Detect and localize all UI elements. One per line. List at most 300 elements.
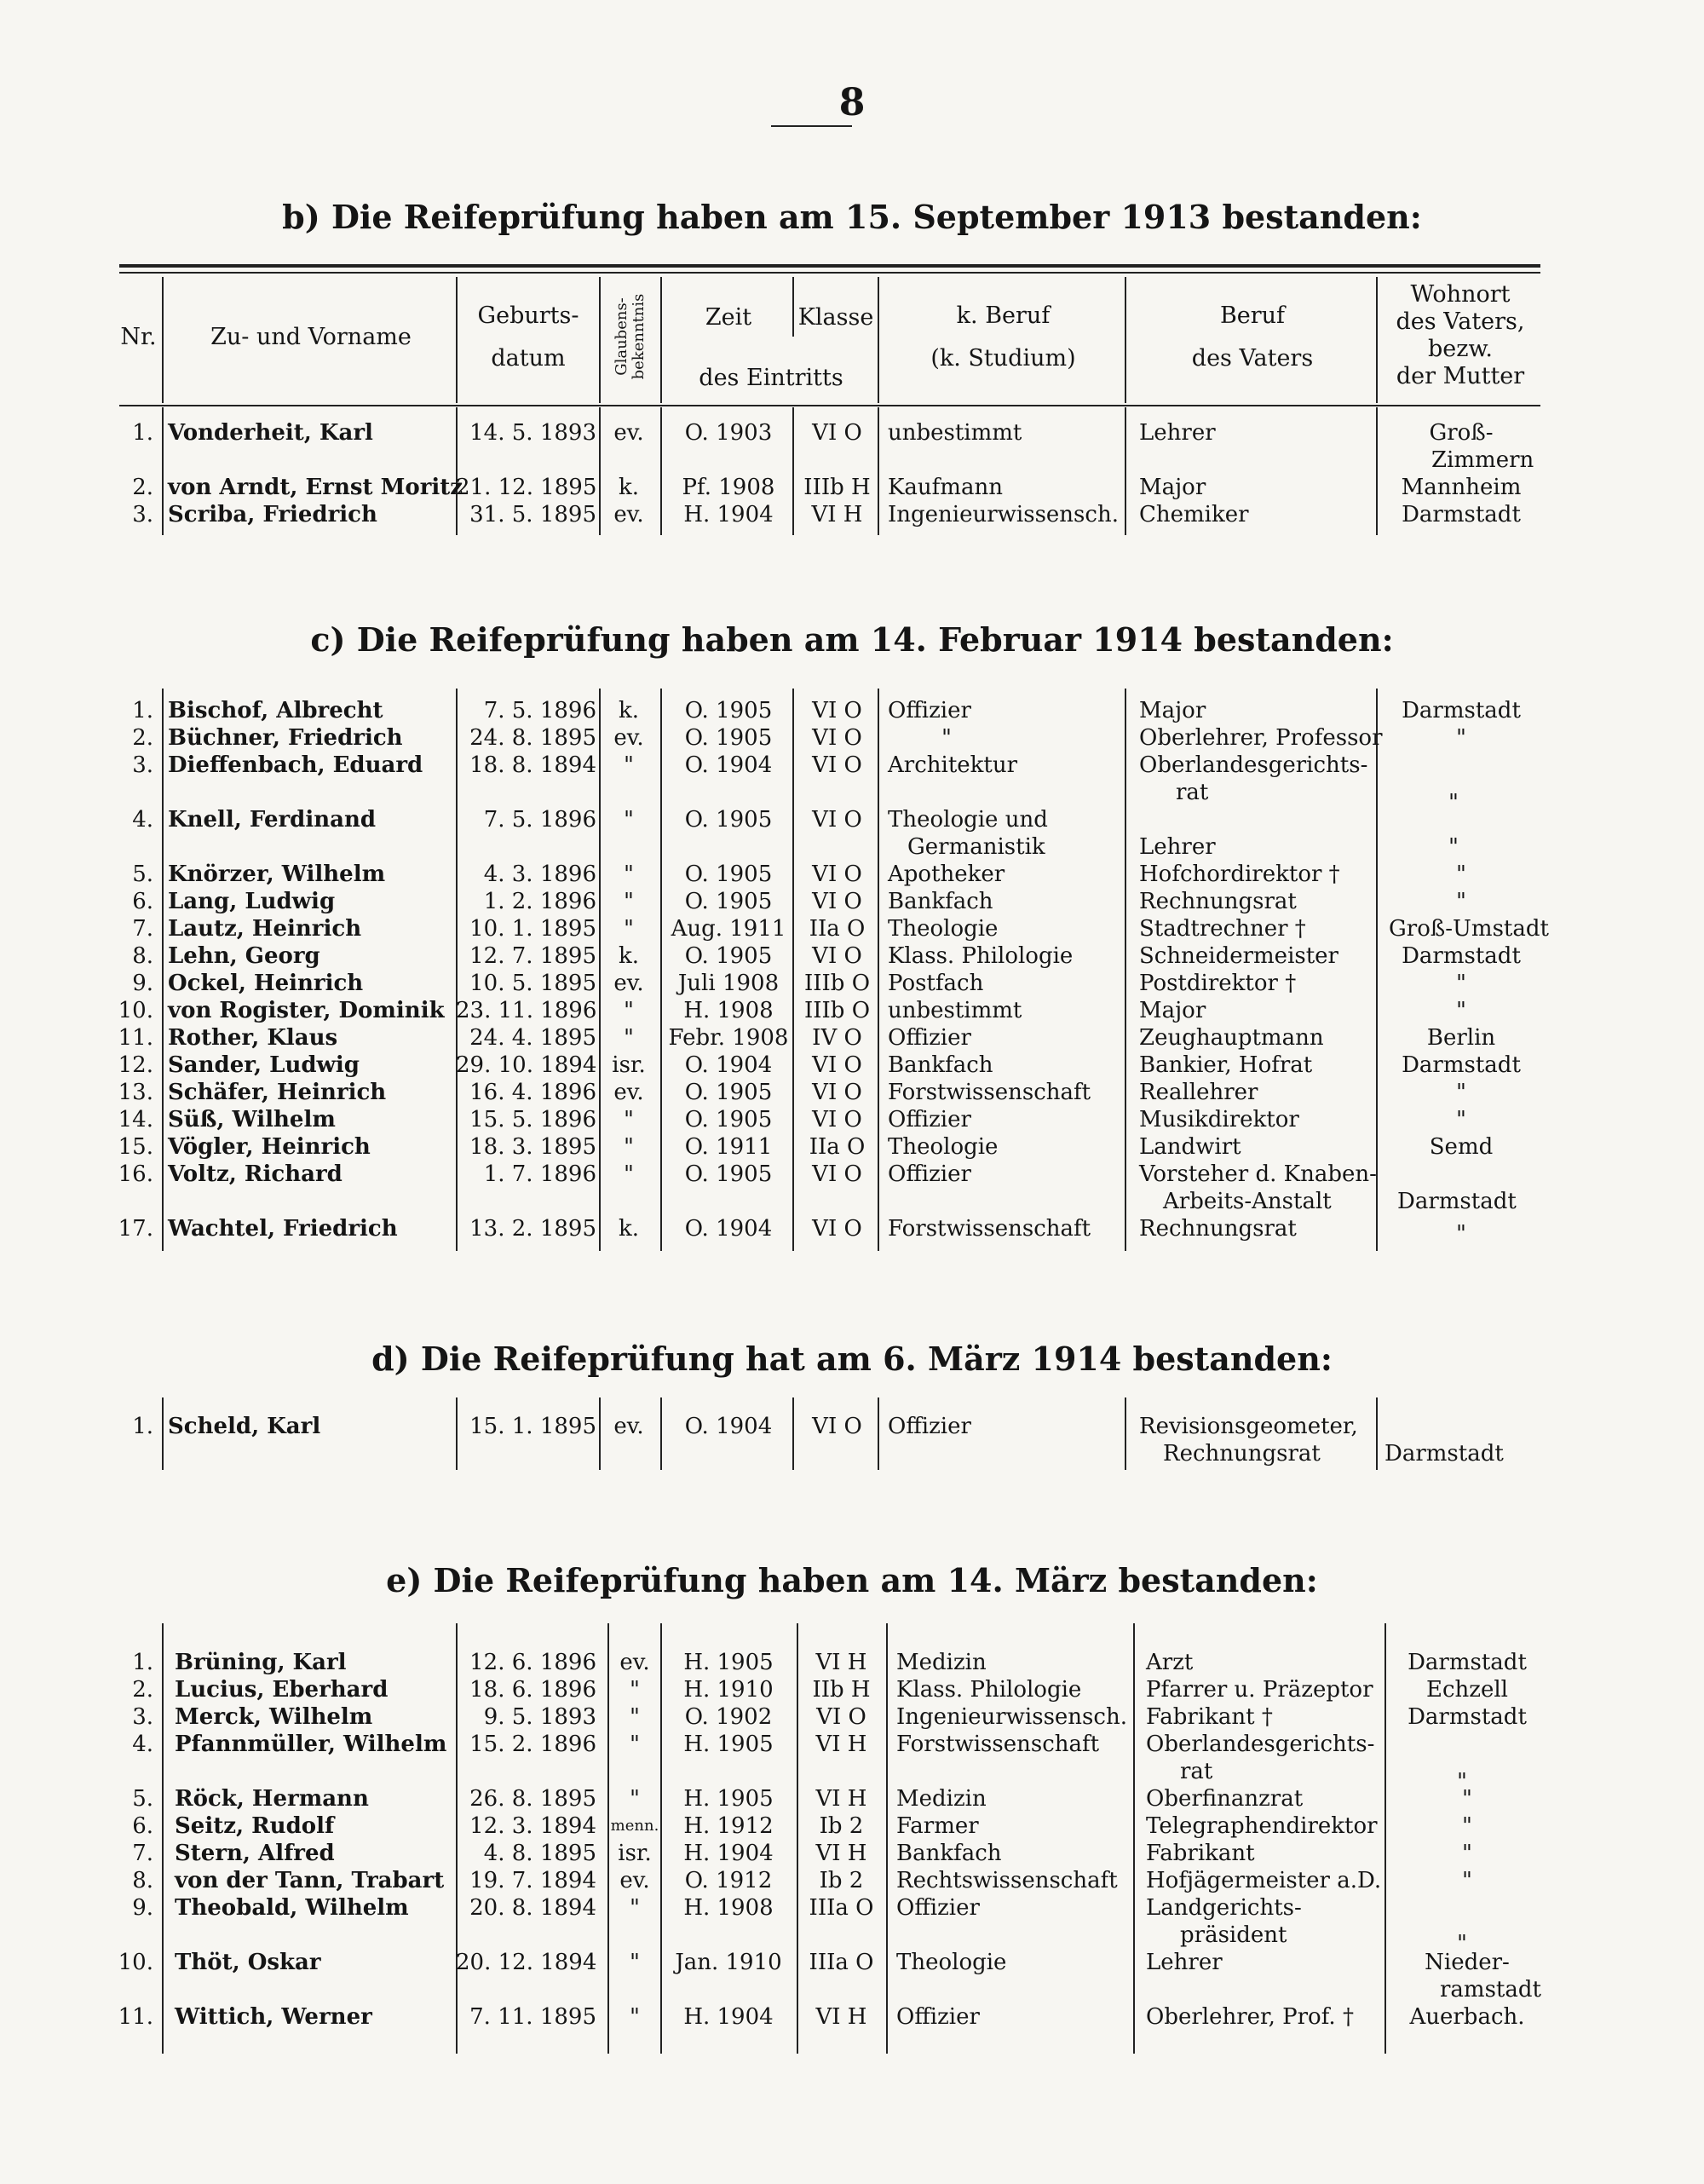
header-entry-of: des Eintritts (699, 365, 843, 391)
section-d-heading: d) Die Reifeprüfung hat am 6. März 1914 bestanden: (371, 1340, 1333, 1378)
father-profession: Rechnungsrat (1139, 1216, 1297, 1242)
student-name: Scheld, Karl (168, 1414, 321, 1439)
entry-class: Ib 2 (819, 1868, 864, 1893)
header-col-sep (878, 277, 879, 403)
entry-time: O. 1904 (684, 1216, 773, 1242)
entry-time: O. 1905 (684, 889, 773, 914)
header-top-rule-thin (119, 272, 1540, 274)
residence: " (1462, 1841, 1472, 1866)
religion: " (624, 889, 634, 914)
table-row (0, 970, 1704, 997)
student-name: Voltz, Richard (168, 1161, 343, 1187)
future-profession: Forstwissenschaft (888, 1216, 1091, 1242)
entry-class: VI H (815, 1650, 867, 1675)
religion: ev. (613, 1414, 644, 1439)
residence: " (1457, 1931, 1467, 1956)
father-profession: Oberlandesgerichts- (1146, 1732, 1375, 1757)
entry-class: Ib 2 (819, 1813, 864, 1839)
residence: " (1456, 1221, 1466, 1247)
table-row (0, 1052, 1704, 1079)
residence: Mannheim (1401, 475, 1522, 500)
religion: " (624, 1025, 634, 1051)
residence-continued: ramstadt (1440, 1977, 1541, 2002)
header-residence-1: Wohnort (1410, 281, 1511, 308)
residence: Auerbach. (1409, 2004, 1525, 2030)
birth-date: 12. 7. 1895 (469, 943, 596, 969)
entry-class: VI O (812, 725, 862, 751)
header-nr: Nr. (120, 324, 157, 350)
table-row (0, 1215, 1704, 1247)
table-row (0, 2003, 1704, 2031)
entry-class: VI O (812, 861, 862, 887)
entry-time: Pf. 1908 (682, 475, 775, 500)
student-name: Brüning, Karl (175, 1650, 347, 1675)
father-profession-continued: Rechnungsrat (1163, 1441, 1321, 1467)
birth-date: 15. 1. 1895 (469, 1414, 596, 1439)
header-col-sep (162, 277, 164, 403)
father-profession-continued: Arbeits-Anstalt (1163, 1189, 1332, 1214)
residence: Nieder- (1425, 1950, 1510, 1975)
birth-date: 4. 3. 1896 (483, 861, 596, 887)
header-birth-2: datum (491, 345, 566, 372)
religion: " (624, 998, 634, 1023)
residence: " (1462, 1813, 1472, 1839)
birth-date: 21. 12. 1895 (456, 475, 597, 500)
table-row (0, 1133, 1704, 1161)
birth-date: 14. 5. 1893 (469, 420, 596, 446)
entry-class: VI O (812, 1052, 862, 1078)
row-number: 9. (132, 1895, 153, 1921)
religion: " (624, 916, 634, 942)
student-name: Dieffenbach, Eduard (168, 752, 423, 778)
student-name: Lucius, Eberhard (175, 1677, 389, 1703)
birth-date: 4. 8. 1895 (483, 1841, 596, 1866)
row-number: 16. (118, 1161, 153, 1187)
future-profession: Postfach (888, 971, 984, 996)
residence: Darmstadt (1408, 1704, 1527, 1730)
table-row (0, 1413, 1704, 1440)
student-name: Lehn, Georg (168, 943, 320, 969)
religion: isr. (612, 1052, 646, 1078)
entry-class: VI O (812, 889, 862, 914)
table-row (0, 1867, 1704, 1894)
future-profession: Ingenieurwissensch. (896, 1704, 1127, 1730)
header-col-sep (599, 277, 601, 403)
religion: " (630, 1732, 640, 1757)
student-name: Theobald, Wilhelm (175, 1895, 409, 1921)
table-row (0, 474, 1704, 501)
table-row (0, 942, 1704, 970)
table-row (0, 1703, 1704, 1731)
father-profession: Pfarrer u. Präzeptor (1146, 1677, 1373, 1703)
father-profession: Telegraphendirektor (1146, 1813, 1378, 1839)
table-row (0, 1161, 1704, 1188)
residence: Groß-Umstadt (1389, 916, 1549, 942)
header-residence-3: bezw. (1428, 336, 1493, 362)
student-name: Lautz, Heinrich (168, 916, 362, 942)
section-c-heading: c) Die Reifeprüfung haben am 14. Februar 1914 bestanden: (310, 620, 1394, 659)
entry-time: O. 1903 (684, 420, 773, 446)
father-profession-continued: rat (1176, 780, 1209, 805)
father-profession: Arzt (1146, 1650, 1194, 1675)
row-number: 12. (118, 1052, 153, 1078)
table-row (0, 888, 1704, 915)
table-row (0, 861, 1704, 888)
header-father-2: des Vaters (1191, 345, 1314, 372)
birth-date: 24. 4. 1895 (469, 1025, 596, 1051)
future-profession: unbestimmt (888, 998, 1022, 1023)
entry-class: IIIb O (803, 998, 871, 1023)
future-profession: Kaufmann (888, 475, 1003, 500)
entry-class: VI O (812, 1080, 862, 1105)
table-row (0, 1079, 1704, 1106)
future-profession: Klass. Philologie (896, 1677, 1082, 1703)
student-name: Süß, Wilhelm (168, 1107, 336, 1132)
entry-time: H. 1908 (683, 998, 774, 1023)
entry-time: O. 1905 (684, 725, 773, 751)
religion: " (630, 1950, 640, 1975)
religion: ev. (613, 420, 644, 446)
entry-class: VI O (812, 943, 862, 969)
future-profession: Offizier (888, 1414, 971, 1439)
entry-class: VI H (815, 1786, 867, 1812)
student-name: Ockel, Heinrich (168, 971, 364, 996)
row-number: 4. (132, 807, 153, 833)
student-name: Rother, Klaus (168, 1025, 338, 1051)
religion: " (630, 1677, 640, 1703)
table-row (0, 724, 1704, 752)
religion: " (630, 1895, 640, 1921)
future-profession: Offizier (888, 1161, 971, 1187)
future-profession: Bankfach (888, 889, 993, 914)
entry-time: H. 1905 (683, 1650, 774, 1675)
row-number: 6. (132, 1813, 153, 1839)
header-top-rule-thick (119, 264, 1540, 268)
residence: Echzell (1425, 1677, 1508, 1703)
father-profession: Stadtrechner † (1139, 916, 1306, 942)
religion: " (630, 1704, 640, 1730)
entry-time: Juli 1908 (677, 971, 780, 996)
entry-time: H. 1908 (683, 1895, 774, 1921)
entry-time: O. 1904 (684, 1414, 773, 1439)
entry-class: IIa O (809, 916, 866, 942)
birth-date: 18. 6. 1896 (469, 1677, 596, 1703)
header-future-2: (k. Studium) (930, 345, 1076, 372)
birth-date: 1. 7. 1896 (483, 1161, 596, 1187)
religion: " (624, 752, 634, 778)
religion: k. (618, 1216, 640, 1242)
row-number: 3. (132, 1704, 153, 1730)
religion: ev. (613, 502, 644, 527)
residence: " (1457, 1769, 1467, 1795)
student-name: Knell, Ferdinand (168, 807, 377, 833)
birth-date: 29. 10. 1894 (456, 1052, 597, 1078)
header-birth-1: Geburts- (477, 303, 579, 329)
row-number: 3. (132, 752, 153, 778)
entry-time: O. 1905 (684, 807, 773, 833)
birth-date: 7. 5. 1896 (483, 807, 596, 833)
religion: ev. (619, 1650, 650, 1675)
table-row (0, 1676, 1704, 1703)
religion: ev. (613, 725, 644, 751)
birth-date: 12. 6. 1896 (469, 1650, 596, 1675)
religion: " (624, 1161, 634, 1187)
father-profession: Bankier, Hofrat (1139, 1052, 1313, 1078)
residence: Darmstadt (1402, 502, 1521, 527)
table-row (0, 915, 1704, 942)
birth-date: 15. 2. 1896 (469, 1732, 596, 1757)
entry-class: VI O (816, 1704, 866, 1730)
birth-date: 26. 8. 1895 (469, 1786, 596, 1812)
table-row (0, 1812, 1704, 1840)
table-row (0, 1106, 1704, 1133)
row-number: 14. (118, 1107, 153, 1132)
future-profession: Theologie (888, 916, 999, 942)
row-number: 2. (132, 725, 153, 751)
entry-time: O. 1912 (684, 1868, 773, 1893)
birth-date: 15. 5. 1896 (469, 1107, 596, 1132)
birth-date: 7. 5. 1896 (483, 698, 596, 723)
entry-class: IIIb H (803, 475, 871, 500)
future-profession: Klass. Philologie (888, 943, 1074, 969)
birth-date: 9. 5. 1893 (483, 1704, 596, 1730)
row-number: 13. (118, 1080, 153, 1105)
row-number: 4. (132, 1732, 153, 1757)
row-number: 11. (118, 2004, 153, 2030)
residence: Darmstadt (1408, 1650, 1527, 1675)
entry-time: O. 1904 (684, 1052, 773, 1078)
residence: Darmstadt (1384, 1441, 1504, 1467)
residence: Darmstadt (1402, 698, 1521, 723)
page-number: 8 (838, 81, 866, 124)
father-profession-continued: rat (1180, 1759, 1213, 1784)
entry-time: O. 1905 (684, 1161, 773, 1187)
residence: " (1456, 725, 1466, 751)
future-profession: Bankfach (896, 1841, 1002, 1866)
residence: " (1462, 1786, 1472, 1812)
header-col-sep (1376, 277, 1378, 403)
entry-time: O. 1904 (684, 752, 773, 778)
father-profession: Oberlandesgerichts- (1139, 752, 1368, 778)
entry-time: Febr. 1908 (668, 1025, 789, 1051)
future-profession: Theologie (888, 1134, 999, 1160)
birth-date: 31. 5. 1895 (469, 502, 596, 527)
future-profession: Offizier (888, 1025, 971, 1051)
student-name: von der Tann, Trabart (175, 1868, 445, 1893)
religion: k. (618, 943, 640, 969)
student-name: Pfannmüller, Wilhelm (175, 1732, 447, 1757)
birth-date: 20. 12. 1894 (456, 1950, 597, 1975)
table-row (0, 697, 1704, 724)
birth-date: 16. 4. 1896 (469, 1080, 596, 1105)
row-number: 7. (132, 916, 153, 942)
father-profession: Fabrikant † (1146, 1704, 1273, 1730)
future-profession: Rechtswissenschaft (896, 1868, 1118, 1893)
table-row (0, 1894, 1704, 1922)
entry-time: Aug. 1911 (671, 916, 786, 942)
student-name: Stern, Alfred (175, 1841, 335, 1866)
religion: ev. (613, 971, 644, 996)
father-profession: Zeughauptmann (1139, 1025, 1324, 1051)
future-profession: Architektur (888, 752, 1018, 778)
row-number: 8. (132, 1868, 153, 1893)
entry-time: O. 1905 (684, 943, 773, 969)
row-number: 6. (132, 889, 153, 914)
entry-time: H. 1904 (683, 1841, 774, 1866)
row-number: 10. (118, 1950, 153, 1975)
student-name: Lang, Ludwig (168, 889, 336, 914)
table-row (0, 806, 1704, 833)
entry-class: IIIb O (803, 971, 871, 996)
religion: menn. (610, 1817, 659, 1835)
student-name: Vögler, Heinrich (168, 1134, 371, 1160)
residence-continued: Zimmern (1431, 447, 1534, 473)
student-name: von Arndt, Ernst Moritz (168, 475, 463, 500)
header-future-1: k. Beruf (956, 303, 1051, 329)
birth-date: 12. 3. 1894 (469, 1813, 596, 1839)
header-col-sep (456, 277, 458, 403)
student-name: Schäfer, Heinrich (168, 1080, 387, 1105)
residence: " (1456, 1107, 1466, 1132)
header-bottom-rule (119, 405, 1540, 406)
residence: Darmstadt (1402, 1052, 1521, 1078)
entry-time: H. 1905 (683, 1786, 774, 1812)
father-profession: Major (1139, 698, 1206, 723)
religion: isr. (618, 1841, 652, 1866)
header-religion-1: Glaubens- (613, 297, 630, 376)
future-profession: Ingenieurwissensch. (888, 502, 1119, 527)
entry-time: H. 1904 (683, 502, 774, 527)
father-profession: Oberlehrer, Prof. † (1146, 2004, 1354, 2030)
father-profession: Major (1139, 475, 1206, 500)
future-profession: Medizin (896, 1650, 987, 1675)
father-profession: Musikdirektor (1139, 1107, 1299, 1132)
father-profession-continued: präsident (1180, 1922, 1287, 1948)
entry-time: H. 1904 (683, 2004, 774, 2030)
residence: " (1456, 1080, 1466, 1105)
entry-class: VI O (812, 698, 862, 723)
entry-time: O. 1902 (684, 1704, 773, 1730)
entry-time: Jan. 1910 (675, 1950, 782, 1975)
row-number: 1. (132, 420, 153, 446)
entry-class: IIb H (812, 1677, 871, 1703)
row-number: 2. (132, 1677, 153, 1703)
header-religion-2: bekenntnis (630, 293, 648, 380)
religion: k. (618, 698, 640, 723)
entry-class: VI H (815, 1732, 867, 1757)
future-profession: Apotheker (888, 861, 1005, 887)
future-profession: Farmer (896, 1813, 979, 1839)
header-col-sep (660, 277, 662, 403)
future-profession: Theologie und (888, 807, 1048, 833)
entry-class: VI O (812, 1414, 862, 1439)
birth-date: 18. 8. 1894 (469, 752, 596, 778)
section-e-heading: e) Die Reifeprüfung haben am 14. März bestanden: (386, 1561, 1318, 1599)
religion: " (624, 1134, 634, 1160)
entry-time: O. 1911 (684, 1134, 773, 1160)
entry-class: VI H (815, 1841, 867, 1866)
header-residence-4: der Mutter (1396, 363, 1525, 389)
header-residence-2: des Vaters, (1396, 308, 1525, 335)
future-profession: Offizier (888, 698, 971, 723)
student-name: Sander, Ludwig (168, 1052, 360, 1078)
section-b-heading: b) Die Reifeprüfung haben am 15. September 1913 bestanden: (282, 198, 1422, 236)
row-number: 9. (132, 971, 153, 996)
row-number: 11. (118, 1025, 153, 1051)
student-name: Wittich, Werner (175, 2004, 372, 2030)
residence: " (1448, 834, 1459, 860)
father-profession: Revisionsgeometer, (1139, 1414, 1358, 1439)
entry-time: H. 1905 (683, 1732, 774, 1757)
birth-date: 18. 3. 1895 (469, 1134, 596, 1160)
entry-time: O. 1905 (684, 1080, 773, 1105)
table-row (0, 1649, 1704, 1676)
row-number: 8. (132, 943, 153, 969)
table-row (0, 501, 1704, 528)
religion: k. (618, 475, 640, 500)
residence: Darmstadt (1402, 943, 1521, 969)
student-name: Wachtel, Friedrich (168, 1216, 398, 1242)
father-profession: Lehrer (1139, 420, 1216, 446)
entry-class: VI O (812, 420, 862, 446)
residence: Semd (1429, 1134, 1494, 1160)
father-profession: Lehrer (1146, 1950, 1223, 1975)
student-name: Merck, Wilhelm (175, 1704, 373, 1730)
future-profession: Forstwissenschaft (896, 1732, 1100, 1757)
religion: ev. (619, 1868, 650, 1893)
residence: " (1456, 998, 1466, 1023)
father-profession: Oberfinanzrat (1146, 1786, 1304, 1812)
student-name: Knörzer, Wilhelm (168, 861, 386, 887)
student-name: Röck, Hermann (175, 1786, 369, 1812)
row-number: 7. (132, 1841, 153, 1866)
header-entry-time: Zeit (705, 304, 752, 331)
entry-time: O. 1905 (684, 1107, 773, 1132)
table-row (0, 997, 1704, 1024)
student-name: Scriba, Friedrich (168, 502, 377, 527)
entry-class: VI O (812, 807, 862, 833)
residence: " (1456, 889, 1466, 914)
religion: " (630, 2004, 640, 2030)
birth-date: 20. 8. 1894 (469, 1895, 596, 1921)
future-profession: " (941, 725, 952, 751)
entry-class: IIIa O (809, 1895, 874, 1921)
student-name: Seitz, Rudolf (175, 1813, 335, 1839)
header-col-sep (1125, 277, 1126, 403)
student-name: von Rogister, Dominik (168, 998, 445, 1023)
birth-date: 24. 8. 1895 (469, 725, 596, 751)
row-number: 3. (132, 502, 153, 527)
table-row (0, 752, 1704, 779)
future-profession: Theologie (896, 1950, 1007, 1975)
father-profession: Landwirt (1139, 1134, 1241, 1160)
birth-date: 1. 2. 1896 (483, 889, 596, 914)
residence: " (1456, 971, 1466, 996)
student-name: Bischof, Albrecht (168, 698, 383, 723)
father-profession: Chemiker (1139, 502, 1249, 527)
religion: " (624, 1107, 634, 1132)
birth-date: 10. 1. 1895 (469, 916, 596, 942)
father-profession: Oberlehrer, Professor (1139, 725, 1383, 751)
entry-class: IIa O (809, 1134, 866, 1160)
future-profession: Bankfach (888, 1052, 993, 1078)
table-row (0, 1731, 1704, 1758)
future-profession: Offizier (888, 1107, 971, 1132)
row-number: 15. (118, 1134, 153, 1160)
father-profession: Schneidermeister (1139, 943, 1338, 969)
row-number: 1. (132, 698, 153, 723)
row-number: 10. (118, 998, 153, 1023)
